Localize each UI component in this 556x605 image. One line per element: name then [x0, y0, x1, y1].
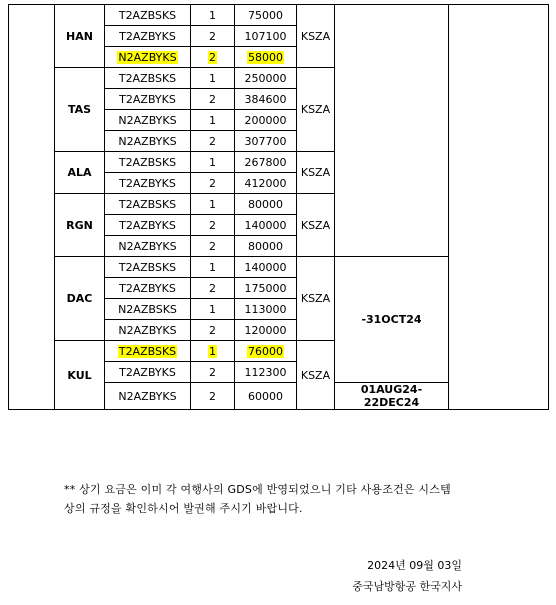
fare-amount: 60000 [248, 389, 283, 403]
city-code: KUL [55, 341, 105, 410]
fare-tier: 2 [209, 29, 216, 43]
booking-class: KSZA [297, 5, 335, 68]
issuer-name: 중국남방항공 한국지사 [352, 580, 462, 593]
fare-amount: 200000 [244, 113, 287, 127]
fare-amount: 250000 [244, 71, 287, 85]
left-margin-cell [9, 5, 55, 410]
validity-period: -31OCT24 [335, 257, 449, 383]
fare-basis-code: T2AZBYKS [119, 176, 176, 190]
fare-table [8, 4, 549, 410]
fare-amount: 307700 [244, 134, 287, 148]
fare-tier: 2 [209, 365, 216, 379]
fare-basis-code: T2AZBSKS [118, 197, 177, 211]
fare-basis-code: T2AZBSKS [118, 71, 177, 85]
fare-amount: 140000 [244, 260, 287, 274]
fare-notice [64, 480, 484, 518]
city-code: DAC [55, 257, 105, 341]
city-code: RGN [55, 194, 105, 257]
fare-amount: 175000 [244, 281, 287, 295]
table-row [9, 5, 549, 26]
fare-tier: 1 [209, 113, 216, 127]
fare-tier: 2 [209, 134, 216, 148]
fare-basis-code: N2AZBYKS [118, 323, 177, 337]
fare-amount: 76000 [248, 344, 283, 358]
fare-amount: 140000 [244, 218, 287, 232]
fare-amount: 80000 [248, 197, 283, 211]
fare-tier: 1 [209, 344, 216, 358]
fare-tier: 1 [209, 260, 216, 274]
fare-amount: 112300 [244, 365, 287, 379]
city-code: TAS [55, 68, 105, 152]
fare-basis-code: N2AZBSKS [118, 302, 177, 316]
fare-tier: 2 [209, 50, 216, 64]
booking-class: KSZA [297, 341, 335, 410]
fare-amount: 267800 [244, 155, 287, 169]
fare-amount: 80000 [248, 239, 283, 253]
fare-tier: 1 [209, 155, 216, 169]
fare-basis-code: T2AZBYKS [119, 365, 176, 379]
fare-basis-code: N2AZBYKS [118, 239, 177, 253]
fare-tier: 1 [209, 8, 216, 22]
fare-amount: 113000 [244, 302, 287, 316]
fare-basis-code: N2AZBYKS [118, 389, 177, 403]
booking-class: KSZA [297, 194, 335, 257]
fare-tier: 2 [209, 239, 216, 253]
booking-class: KSZA [297, 68, 335, 152]
fare-basis-code: N2AZBYKS [118, 113, 177, 127]
fare-basis-code: T2AZBSKS [118, 155, 177, 169]
fare-tier: 2 [209, 218, 216, 232]
fare-tier: 1 [209, 197, 216, 211]
fare-basis-code: T2AZBYKS [119, 281, 176, 295]
fare-amount: 120000 [244, 323, 287, 337]
fare-tier: 1 [209, 302, 216, 316]
city-code: HAN [55, 5, 105, 68]
fare-basis-code: T2AZBSKS [118, 344, 177, 358]
booking-class: KSZA [297, 152, 335, 194]
validity-period [335, 5, 449, 257]
issue-date: 2024년 09월 03일 [367, 559, 462, 572]
city-code: ALA [55, 152, 105, 194]
notice-line-1: ** 상기 요금은 이미 각 여행사의 GDS에 반영되었으니 기타 사용조건은 시스템 [64, 483, 451, 496]
fare-basis-code: N2AZBYKS [118, 134, 177, 148]
fare-basis-code: T2AZBSKS [118, 8, 177, 22]
fare-tier: 2 [209, 92, 216, 106]
right-margin-cell [449, 5, 549, 410]
fare-amount: 384600 [244, 92, 287, 106]
fare-amount: 107100 [244, 29, 287, 43]
fare-basis-code: T2AZBSKS [118, 260, 177, 274]
booking-class: KSZA [297, 257, 335, 341]
validity-period: 01AUG24-22DEC24 [335, 383, 449, 410]
notice-line-2: 상의 규정을 확인하시어 발권해 주시기 바랍니다. [64, 502, 303, 515]
fare-basis-code: N2AZBYKS [118, 50, 177, 64]
fare-amount: 58000 [248, 50, 283, 64]
fare-amount: 412000 [244, 176, 287, 190]
fare-amount: 75000 [248, 8, 283, 22]
fare-basis-code: T2AZBYKS [119, 218, 176, 232]
fare-tier: 2 [209, 281, 216, 295]
fare-basis-code: T2AZBYKS [119, 92, 176, 106]
fare-tier: 2 [209, 176, 216, 190]
fare-basis-code: T2AZBYKS [119, 29, 176, 43]
fare-tier: 1 [209, 71, 216, 85]
fare-tier: 2 [209, 389, 216, 403]
fare-tier: 2 [209, 323, 216, 337]
